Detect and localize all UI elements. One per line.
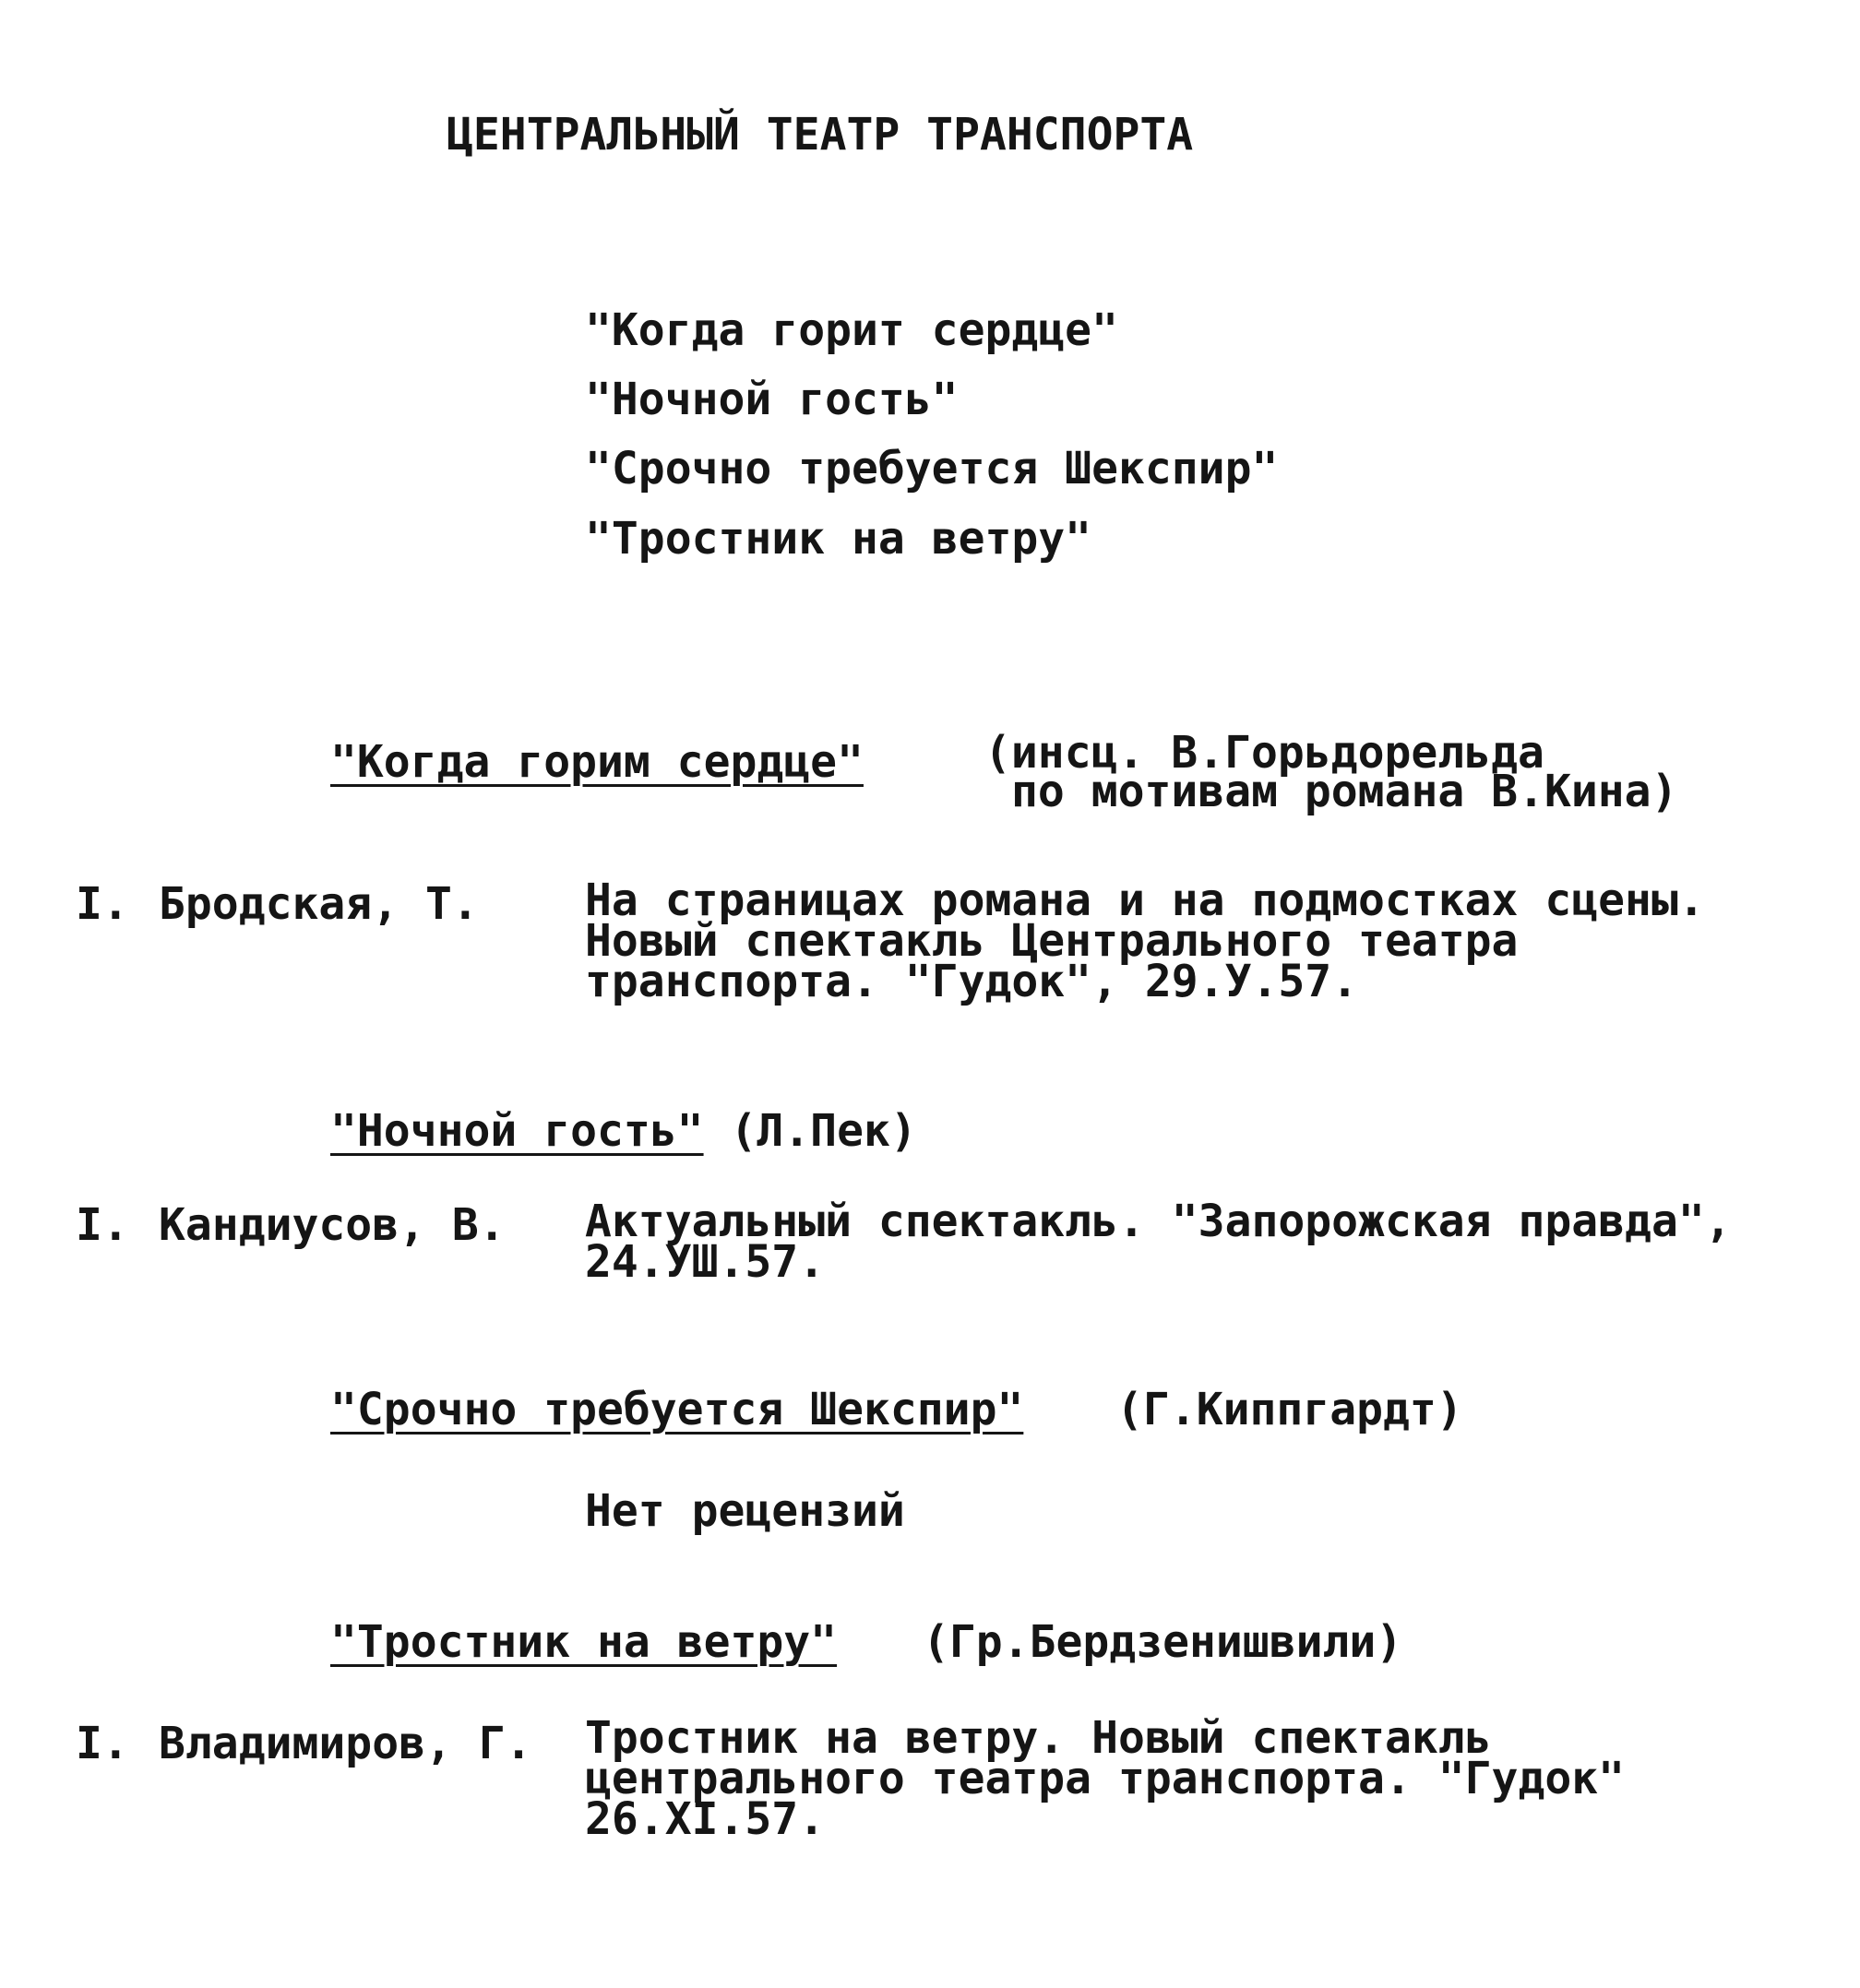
entry-text: 24.УШ.57. bbox=[585, 1236, 826, 1288]
entry-text: центрального театра транспорта. "Гудок" bbox=[585, 1753, 1626, 1804]
repertoire-item: "Ночной гость" bbox=[585, 374, 959, 425]
entry-author: Владимиров, Г. bbox=[159, 1718, 532, 1769]
entry-text: транспорта. "Гудок", 29.У.57. bbox=[585, 956, 1359, 1007]
entry-text: Тростник на ветру. Новый спектакль bbox=[585, 1712, 1492, 1764]
entry-number: I. bbox=[76, 1199, 129, 1251]
play-title: "Срочно требуется Шекспир" bbox=[330, 1384, 1024, 1435]
entry-text: Актуальный спектакль. "Запорожская правда", bbox=[585, 1196, 1732, 1247]
play-note: по мотивам романа В.Кина) bbox=[1011, 766, 1678, 817]
play-note: (Л.Пек) bbox=[730, 1105, 917, 1157]
play-heading bbox=[330, 1105, 917, 1157]
entry-author: Бродская, Т. bbox=[159, 878, 479, 930]
entry-number: I. bbox=[76, 1718, 129, 1769]
play-note: (Г.Киппгардт) bbox=[1116, 1384, 1463, 1435]
page-title: ЦЕНТРАЛЬНЫЙ ТЕАТР ТРАНСПОРТА bbox=[447, 109, 1194, 161]
entry-text: Новый спектакль Центрального театра bbox=[585, 915, 1519, 967]
repertoire-item: "Когда горит сердце" bbox=[585, 304, 1118, 356]
entry-author: Кандиусов, В. bbox=[159, 1199, 506, 1251]
play-note: (инсц. В.Горьдорельда bbox=[984, 727, 1544, 779]
entry-text: 26.XI.57. bbox=[585, 1793, 826, 1845]
no-reviews-text: Нет рецензий bbox=[585, 1485, 905, 1537]
play-title: "Когда горим сердце" bbox=[330, 736, 864, 788]
play-title: "Ночной гость" bbox=[330, 1105, 704, 1157]
repertoire-item: "Срочно требуется Шекспир" bbox=[585, 443, 1279, 494]
entry-text: На страницах романа и на подмостках сцены. bbox=[585, 875, 1705, 926]
play-title: "Тростник на ветру" bbox=[330, 1616, 838, 1668]
repertoire-item: "Тростник на ветру" bbox=[585, 513, 1092, 565]
entry-number: I. bbox=[76, 878, 129, 930]
play-note: (Гр.Бердзенишвили) bbox=[923, 1616, 1403, 1668]
